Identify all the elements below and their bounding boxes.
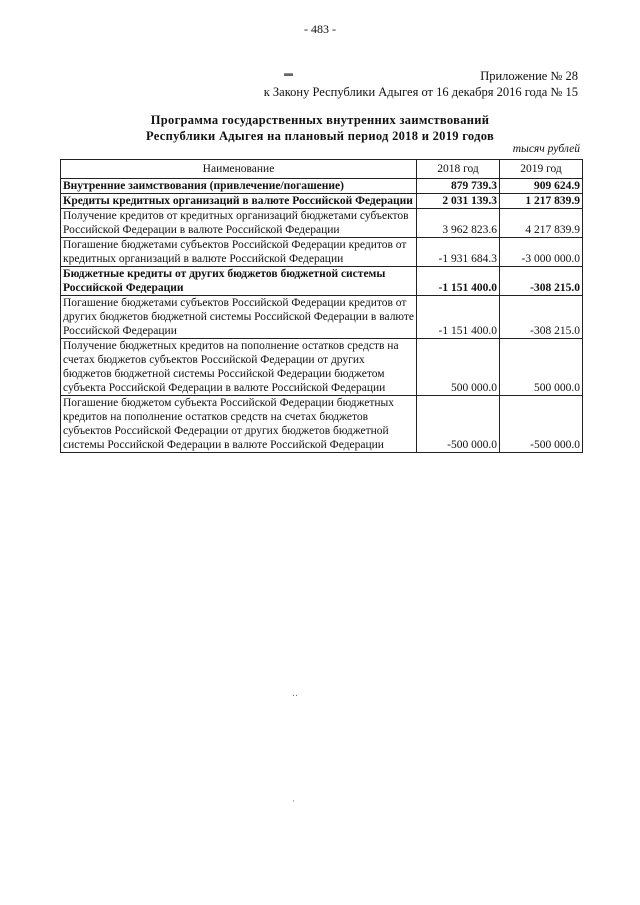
row-name: Внутренние заимствования (привлечение/погашение) <box>61 179 417 194</box>
scan-mark: ▬ <box>284 68 293 78</box>
table-row <box>61 179 583 194</box>
row-name: Погашение бюджетом субъекта Российской Федерации бюджетных кредитов на пополнение остатков средств на счетах бюджетов субъектов Российской Федерации от других бюджетов бюджетной системы Российской Федерации в валюте Российской Федерации <box>61 396 417 453</box>
row-name: Получение бюджетных кредитов на пополнение остатков средств на счетах бюджетов субъектов Российской Федерации от других бюджетов бюджетной системы Российской Федерации бюджетом субъекта Российской Федерации в валюте Российской Федерации <box>61 339 417 396</box>
row-value-2019: 1 217 839.9 <box>500 194 583 209</box>
scan-mark: ‥ <box>292 688 299 698</box>
table-row <box>61 238 583 267</box>
table-row <box>61 194 583 209</box>
table-row <box>61 296 583 339</box>
appendix-law: к Закону Республики Адыгея от 16 декабря 2016 года № 15 <box>263 85 578 99</box>
row-value-2019: 4 217 839.9 <box>500 209 583 238</box>
borrowing-program-table <box>60 159 583 453</box>
table-row <box>61 267 583 296</box>
title-line-1: Программа государственных внутренних заимствований <box>150 113 490 127</box>
row-value-2018: -1 151 400.0 <box>417 267 500 296</box>
table-row <box>61 396 583 453</box>
row-value-2019: -3 000 000.0 <box>500 238 583 267</box>
row-value-2018: -1 151 400.0 <box>417 296 500 339</box>
page-number: - 483 - <box>304 22 336 36</box>
row-value-2019: 500 000.0 <box>500 339 583 396</box>
row-value-2018: 2 031 139.3 <box>417 194 500 209</box>
row-value-2018: -1 931 684.3 <box>417 238 500 267</box>
header-2018: 2018 год <box>417 160 500 179</box>
row-name: Получение кредитов от кредитных организаций бюджетами субъектов Российской Федерации в валюте Российской Федерации <box>61 209 417 238</box>
row-value-2018: -500 000.0 <box>417 396 500 453</box>
row-name: Кредиты кредитных организаций в валюте Российской Федерации <box>61 194 417 209</box>
row-value-2018: 879 739.3 <box>417 179 500 194</box>
table-row <box>61 209 583 238</box>
units-label: тысяч рублей <box>512 143 580 155</box>
table-header-row <box>61 160 583 179</box>
row-value-2019: -308 215.0 <box>500 296 583 339</box>
row-value-2018: 3 962 823.6 <box>417 209 500 238</box>
appendix-number: Приложение № 28 <box>480 69 578 83</box>
row-value-2019: -308 215.0 <box>500 267 583 296</box>
row-value-2018: 500 000.0 <box>417 339 500 396</box>
title-line-2: Республики Адыгея на плановый период 2018 и 2019 годов <box>145 129 495 143</box>
scan-mark: · <box>292 796 295 806</box>
appendix-reference <box>178 68 578 100</box>
header-2019: 2019 год <box>500 160 583 179</box>
document-title <box>60 112 580 144</box>
row-name: Погашение бюджетами субъектов Российской Федерации кредитов от кредитных организаций в валюте Российской Федерации <box>61 238 417 267</box>
header-name: Наименование <box>61 160 417 179</box>
table-row <box>61 339 583 396</box>
row-value-2019: -500 000.0 <box>500 396 583 453</box>
row-value-2019: 909 624.9 <box>500 179 583 194</box>
row-name: Бюджетные кредиты от других бюджетов бюджетной системы Российской Федерации <box>61 267 417 296</box>
row-name: Погашение бюджетами субъектов Российской Федерации кредитов от других бюджетов бюджетной системы Российской Федерации в валюте Российской Федерации <box>61 296 417 339</box>
